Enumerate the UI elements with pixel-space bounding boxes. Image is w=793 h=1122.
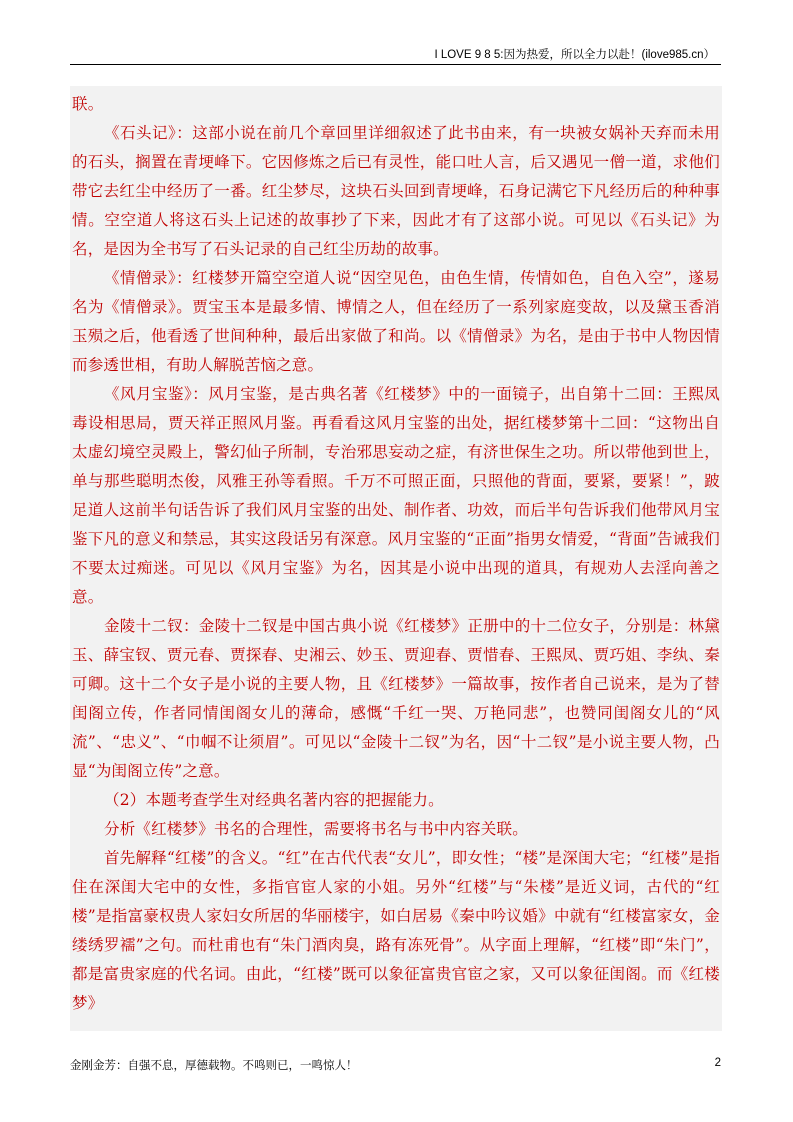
- paragraph-continuation: 联。: [72, 95, 104, 113]
- footer-motto: 金刚金芳：自强不息，厚德载物。不鸣则已，一鸣惊人！: [70, 1058, 358, 1072]
- page-number: 2: [714, 1057, 721, 1069]
- paragraph-fengyuebaojian: 《风月宝鉴》：风月宝鉴，是古典名著《红楼梦》中的一面镜子，出自第十二回：王熙凤毒设相思局，贾天祥正照风月鉴。再看看这风月宝鉴的出处，据红楼梦第十二回：“这物出自太虚幻境空灵殿上，警幻仙子所制，专治邪思妄动之症，有济世保生之功。所以带他到世上，单与那些聪明杰俊，风雅王孙等看照。千万不可照正面，只照他的背面，要紧，要紧！”，跛足道人这前半句话告诉了我们风月宝鉴的出处、制作者、功效，而后半句告诉我们他带风月宝鉴下凡的意义和禁忌，其实这段话另有深意。风月宝鉴的“正面”指男女情爱，“背面”告诫我们不要太过痴迷。可见以《风月宝鉴》为名，因其是小说中出现的道具，有规劝人去淫向善之意。: [72, 385, 720, 606]
- page-header: I LOVE 9 8 5:因为热爱，所以全力以赴！(ilove985.cn）: [434, 49, 715, 61]
- paragraph-honglou-meaning: 首先解释“红楼”的含义。“红”在古代代表“女儿”，即女性；“楼”是深闺大宅；“红楼”是指住在深闺大宅中的女性，多指官宦人家的小姐。另外“红楼”与“朱楼”是近义词，古代的“红楼”是指富豪权贵人家妇女所居的华丽楼宇，如白居易《秦中吟议婚》中就有“红楼富家女，金缕绣罗襦”之句。而杜甫也有“朱门酒肉臭，路有冻死骨”。从字面上理解，“红楼”即“朱门”，都是富贵家庭的代名词。由此，“红楼”既可以象征富贵官宦之家，又可以象征闺阁。而《红楼梦》: [72, 849, 720, 1012]
- paragraph-analysis-intro: 分析《红楼梦》书名的合理性，需要将书名与书中内容关联。: [104, 820, 528, 838]
- paragraph-qingsenglu: 《情僧录》：红楼梦开篇空空道人说“因空见色，由色生情，传情如色，自色入空”，遂易名为《情僧录》。贾宝玉本是最多情、博情之人，但在经历了一系列家庭变故，以及黛玉香消玉殒之后，他看透了世间种种，最后出家做了和尚。以《情僧录》为名，是由于书中人物因情而参透世相，有助人解脱苦恼之意。: [72, 269, 720, 374]
- paragraph-jinling-shierchai: 金陵十二钗：金陵十二钗是中国古典小说《红楼梦》正册中的十二位女子，分别是：林黛玉、薛宝钗、贾元春、贾探春、史湘云、妙玉、贾迎春、贾惜春、王熙凤、贾巧姐、李纨、秦可卿。这十二个女子是小说的主要人物，且《红楼梦》一篇故事，按作者自己说来，是为了替闺阁立传，作者同情闺阁女儿的薄命，感慨“千红一哭、万艳同悲”，也赞同闺阁女儿的“风流”、“忠义”、“巾帼不让须眉”。可见以“金陵十二钗”为名，因“十二钗”是小说主要人物，凸显“为闺阁立传”之意。: [72, 617, 720, 780]
- paragraph-shitouji: 《石头记》：这部小说在前几个章回里详细叙述了此书由来，有一块被女娲补天弃而未用的石头，搁置在青埂峰下。它因修炼之后已有灵性，能口吐人言，后又遇见一僧一道，求他们带它去红尘中经历了一番。红尘梦尽，这块石头回到青埂峰，石身记满它下凡经历后的种种事情。空空道人将这石头上记述的故事抄了下来，因此才有了这部小说。可见以《石头记》为名，是因为全书写了石头记录的自己红尘历劫的故事。: [72, 124, 720, 258]
- answer-content: [70, 86, 722, 1031]
- paragraph-question-2: （2）本题考查学生对经典名著内容的把握能力。: [104, 791, 444, 809]
- header-divider: [70, 64, 721, 65]
